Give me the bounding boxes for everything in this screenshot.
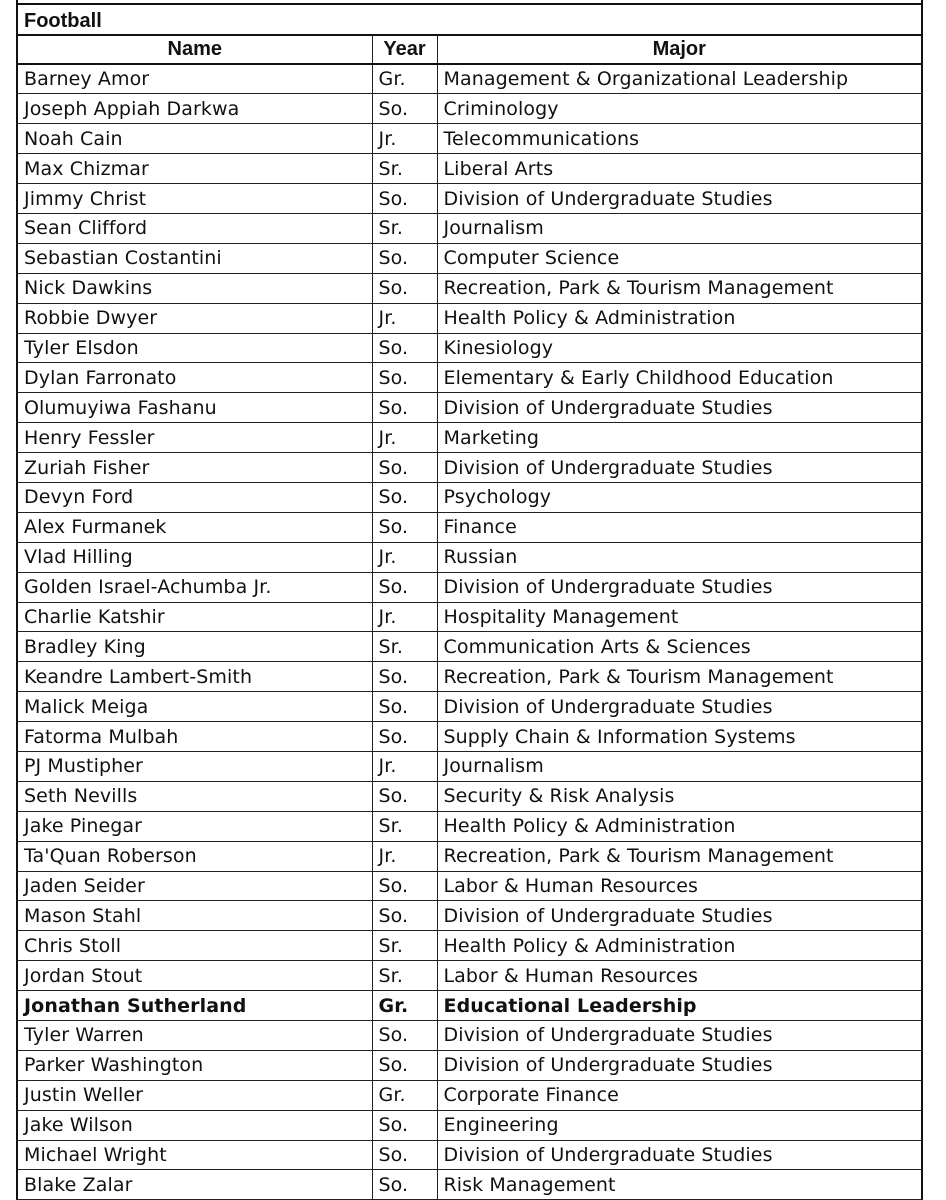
cell-year: Sr. — [372, 961, 437, 991]
cell-year: So. — [372, 1140, 437, 1170]
cell-major: Recreation, Park & Tourism Management — [437, 662, 921, 692]
cell-major: Health Policy & Administration — [437, 811, 921, 841]
table-row — [18, 184, 921, 214]
column-header-major: Major — [437, 36, 921, 64]
cell-name: Zuriah Fisher — [18, 453, 372, 483]
cell-year: Gr. — [372, 991, 437, 1021]
cell-major: Risk Management — [437, 1170, 921, 1200]
table-row — [18, 363, 921, 393]
cell-name: Joseph Appiah Darkwa — [18, 94, 372, 124]
header-row — [18, 36, 921, 64]
cell-major: Security & Risk Analysis — [437, 781, 921, 811]
cell-year: Jr. — [372, 124, 437, 154]
table-row — [18, 901, 921, 931]
column-header-name: Name — [18, 36, 372, 64]
cell-year: Jr. — [372, 602, 437, 632]
table-row — [18, 811, 921, 841]
cell-year: Sr. — [372, 931, 437, 961]
table-row — [18, 781, 921, 811]
cell-major: Labor & Human Resources — [437, 961, 921, 991]
cell-year: So. — [372, 781, 437, 811]
table-row — [18, 213, 921, 243]
cell-year: Sr. — [372, 811, 437, 841]
table-row — [18, 931, 921, 961]
cell-year: Gr. — [372, 1080, 437, 1110]
table-row — [18, 1080, 921, 1110]
cell-major: Criminology — [437, 94, 921, 124]
table-row — [18, 273, 921, 303]
cell-major: Recreation, Park & Tourism Management — [437, 273, 921, 303]
table-row — [18, 243, 921, 273]
cell-major: Division of Undergraduate Studies — [437, 1140, 921, 1170]
table-row — [18, 453, 921, 483]
cell-year: So. — [372, 94, 437, 124]
cell-year: Sr. — [372, 213, 437, 243]
cell-major: Marketing — [437, 423, 921, 453]
table-row — [18, 64, 921, 94]
table-row — [18, 512, 921, 542]
cell-name: Michael Wright — [18, 1140, 372, 1170]
table-row — [18, 961, 921, 991]
cell-name: Olumuyiwa Fashanu — [18, 393, 372, 423]
cell-major: Finance — [437, 512, 921, 542]
cell-name: Parker Washington — [18, 1050, 372, 1080]
table-row — [18, 1050, 921, 1080]
cell-name: Jake Wilson — [18, 1110, 372, 1140]
table-row — [18, 542, 921, 572]
cell-name: Malick Meiga — [18, 692, 372, 722]
cell-name: Dylan Farronato — [18, 363, 372, 393]
cell-year: So. — [372, 333, 437, 363]
roster-body — [18, 64, 921, 1200]
cell-name: Tyler Warren — [18, 1021, 372, 1051]
cell-name: Charlie Katshir — [18, 602, 372, 632]
table-row — [18, 482, 921, 512]
cell-name: Max Chizmar — [18, 154, 372, 184]
cell-year: So. — [372, 1050, 437, 1080]
cell-year: Jr. — [372, 423, 437, 453]
cell-year: So. — [372, 901, 437, 931]
cell-year: So. — [372, 1170, 437, 1200]
cell-major: Division of Undergraduate Studies — [437, 901, 921, 931]
table-row — [18, 1021, 921, 1051]
cell-major: Division of Undergraduate Studies — [437, 184, 921, 214]
table-row — [18, 333, 921, 363]
cell-name: Robbie Dwyer — [18, 303, 372, 333]
cell-major: Liberal Arts — [437, 154, 921, 184]
table-row — [18, 662, 921, 692]
cell-major: Educational Leadership — [437, 991, 921, 1021]
cell-major: Management & Organizational Leadership — [437, 64, 921, 94]
cell-major: Journalism — [437, 213, 921, 243]
cell-year: So. — [372, 722, 437, 752]
cell-year: So. — [372, 1110, 437, 1140]
table-row — [18, 1110, 921, 1140]
table-row — [18, 602, 921, 632]
cell-year: So. — [372, 363, 437, 393]
cell-name: Tyler Elsdon — [18, 333, 372, 363]
cell-name: Bradley King — [18, 632, 372, 662]
cell-name: Blake Zalar — [18, 1170, 372, 1200]
cell-name: Noah Cain — [18, 124, 372, 154]
cell-name: Alex Furmanek — [18, 512, 372, 542]
cell-major: Telecommunications — [437, 124, 921, 154]
cell-major: Communication Arts & Sciences — [437, 632, 921, 662]
cell-name: Keandre Lambert-Smith — [18, 662, 372, 692]
cell-major: Kinesiology — [437, 333, 921, 363]
table-row — [18, 632, 921, 662]
cell-year: So. — [372, 1021, 437, 1051]
cell-year: So. — [372, 273, 437, 303]
cell-major: Supply Chain & Information Systems — [437, 722, 921, 752]
table-row — [18, 423, 921, 453]
table-row — [18, 1170, 921, 1200]
cell-name: Justin Weller — [18, 1080, 372, 1110]
cell-name: Barney Amor — [18, 64, 372, 94]
cell-name: Jake Pinegar — [18, 811, 372, 841]
roster-table — [18, 36, 921, 1200]
cell-name: Nick Dawkins — [18, 273, 372, 303]
cell-year: So. — [372, 871, 437, 901]
column-header-year: Year — [372, 36, 437, 64]
cell-name: Jimmy Christ — [18, 184, 372, 214]
cell-major: Division of Undergraduate Studies — [437, 1021, 921, 1051]
cell-year: Jr. — [372, 303, 437, 333]
cell-name: Ta'Quan Roberson — [18, 841, 372, 871]
table-row — [18, 991, 921, 1021]
cell-name: Jaden Seider — [18, 871, 372, 901]
cell-major: Hospitality Management — [437, 602, 921, 632]
cell-major: Engineering — [437, 1110, 921, 1140]
cell-name: Mason Stahl — [18, 901, 372, 931]
cell-year: So. — [372, 482, 437, 512]
cell-major: Health Policy & Administration — [437, 303, 921, 333]
cell-name: Vlad Hilling — [18, 542, 372, 572]
cell-year: Gr. — [372, 64, 437, 94]
cell-major: Health Policy & Administration — [437, 931, 921, 961]
table-row — [18, 124, 921, 154]
table-row — [18, 154, 921, 184]
cell-major: Division of Undergraduate Studies — [437, 453, 921, 483]
table-row — [18, 393, 921, 423]
cell-name: Fatorma Mulbah — [18, 722, 372, 752]
cell-year: Sr. — [372, 632, 437, 662]
cell-major: Psychology — [437, 482, 921, 512]
cell-name: Henry Fessler — [18, 423, 372, 453]
cell-major: Division of Undergraduate Studies — [437, 572, 921, 602]
cell-year: So. — [372, 662, 437, 692]
cell-year: Jr. — [372, 542, 437, 572]
cell-major: Division of Undergraduate Studies — [437, 692, 921, 722]
table-row — [18, 94, 921, 124]
cell-name: Devyn Ford — [18, 482, 372, 512]
cell-major: Division of Undergraduate Studies — [437, 393, 921, 423]
roster-sheet — [16, 0, 923, 1200]
cell-major: Computer Science — [437, 243, 921, 273]
table-row — [18, 692, 921, 722]
cell-year: Jr. — [372, 841, 437, 871]
table-row — [18, 871, 921, 901]
cell-name: Jordan Stout — [18, 961, 372, 991]
cell-year: Jr. — [372, 751, 437, 781]
cell-name: Seth Nevills — [18, 781, 372, 811]
cell-year: So. — [372, 512, 437, 542]
section-title: Football — [18, 3, 921, 36]
table-row — [18, 1140, 921, 1170]
cell-year: So. — [372, 453, 437, 483]
cell-year: Sr. — [372, 154, 437, 184]
cell-major: Russian — [437, 542, 921, 572]
table-row — [18, 722, 921, 752]
cell-name: PJ Mustipher — [18, 751, 372, 781]
cell-major: Elementary & Early Childhood Education — [437, 363, 921, 393]
cell-name: Golden Israel-Achumba Jr. — [18, 572, 372, 602]
table-row — [18, 572, 921, 602]
cell-name: Jonathan Sutherland — [18, 991, 372, 1021]
table-row — [18, 841, 921, 871]
table-row — [18, 303, 921, 333]
table-row — [18, 751, 921, 781]
cell-name: Sean Clifford — [18, 213, 372, 243]
cell-year: So. — [372, 184, 437, 214]
cell-major: Recreation, Park & Tourism Management — [437, 841, 921, 871]
cell-major: Labor & Human Resources — [437, 871, 921, 901]
cell-year: So. — [372, 692, 437, 722]
cell-year: So. — [372, 243, 437, 273]
cell-major: Journalism — [437, 751, 921, 781]
cell-year: So. — [372, 572, 437, 602]
cell-year: So. — [372, 393, 437, 423]
cell-major: Corporate Finance — [437, 1080, 921, 1110]
cell-major: Division of Undergraduate Studies — [437, 1050, 921, 1080]
cell-name: Sebastian Costantini — [18, 243, 372, 273]
cell-name: Chris Stoll — [18, 931, 372, 961]
